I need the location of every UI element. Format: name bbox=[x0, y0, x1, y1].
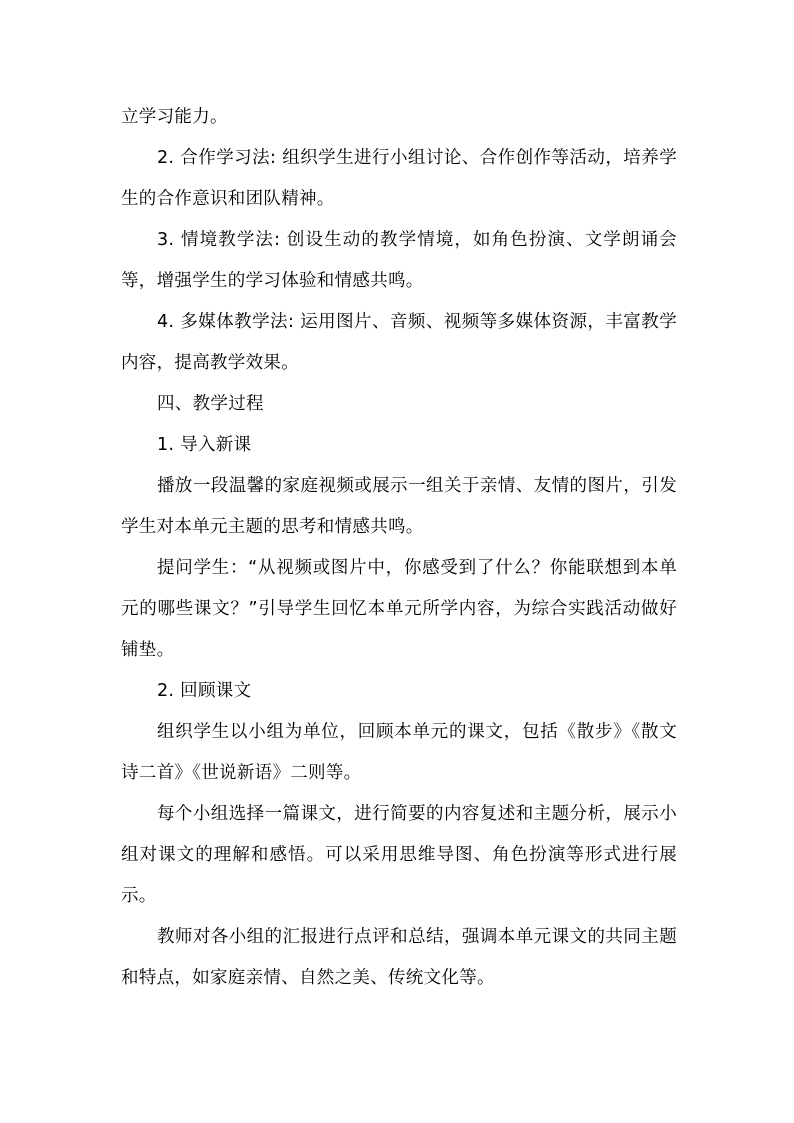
paragraph-intro-question: 提问学生：“从视频或图片中，你感受到了什么？你能联想到本单元的哪些课文？”引导学生回忆本单元所学内容，为综合实践活动做好铺垫。 bbox=[121, 558, 677, 660]
paragraph-teacher-summary: 教师对各小组的汇报进行点评和总结，强调本单元课文的共同主题和特点，如家庭亲情、自然之美、传统文化等。 bbox=[121, 927, 677, 988]
paragraph-review-presentation: 每个小组选择一篇课文，进行简要的内容复述和主题分析，展示小组对课文的理解和感悟。可以采用思维导图、角色扮演等形式进行展示。 bbox=[121, 804, 677, 906]
subheading-intro-lesson: 1. 导入新课 bbox=[157, 435, 252, 455]
paragraph-review-groups: 组织学生以小组为单位，回顾本单元的课文，包括《散步》《散文诗二首》《世说新语》二则等。 bbox=[121, 722, 677, 783]
subheading-review-texts: 2. 回顾课文 bbox=[157, 681, 252, 701]
paragraph-intro-video: 播放一段温馨的家庭视频或展示一组关于亲情、友情的图片，引发学生对本单元主题的思考和情感共鸣。 bbox=[121, 476, 677, 537]
paragraph-method-situational: 3. 情境教学法: 创设生动的教学情境，如角色扮演、文学朗诵会等，增强学生的学习体验和情感共鸣。 bbox=[121, 230, 677, 291]
section-heading-teaching-process: 四、教学过程 bbox=[157, 394, 264, 414]
paragraph-method-cooperative: 2. 合作学习法: 组织学生进行小组讨论、合作创作等活动，培养学生的合作意识和团队精神。 bbox=[121, 148, 677, 209]
document-body bbox=[121, 97, 677, 999]
paragraph-continuation: 立学习能力。 bbox=[121, 107, 228, 127]
paragraph-method-multimedia: 4. 多媒体教学法: 运用图片、音频、视频等多媒体资源，丰富教学内容，提高教学效果。 bbox=[121, 312, 677, 373]
